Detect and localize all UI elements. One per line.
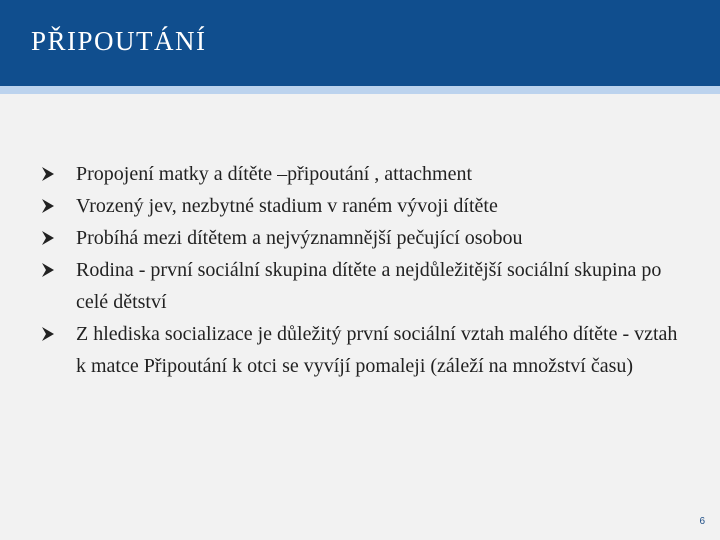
page-number: 6 xyxy=(699,516,705,527)
arrowhead-bullet-icon xyxy=(40,326,56,342)
bullet-text: Propojení matky a dítěte –připoutání , attachment xyxy=(76,163,473,185)
bullet-item xyxy=(40,158,680,190)
bullet-item xyxy=(40,222,680,254)
bullet-text: Z hlediska socializace je důležitý první sociální vztah malého dítěte - vztah k matce Připoutání k otci se vyvíjí pomaleji (záleží na množství času) xyxy=(76,323,678,377)
arrowhead-bullet-icon xyxy=(40,198,56,214)
slide-title: PŘIPOUTÁNÍ xyxy=(31,26,207,56)
bullet-item xyxy=(40,190,680,222)
bullet-text: Vrozený jev, nezbytné stadium v raném vývoji dítěte xyxy=(76,195,498,217)
arrowhead-bullet-icon xyxy=(40,230,56,246)
accent-strip xyxy=(0,86,720,94)
bullet-text: Probíhá mezi dítětem a nejvýznamnější pečující osobou xyxy=(76,227,523,249)
arrowhead-bullet-icon xyxy=(40,166,56,182)
bullet-text: Rodina - první sociální skupina dítěte a nejdůležitější sociální skupina po celé dětství xyxy=(76,259,662,313)
bullet-list xyxy=(40,158,680,382)
bullet-item xyxy=(40,318,680,382)
bullet-item xyxy=(40,254,680,318)
title-bar xyxy=(0,0,720,86)
arrowhead-bullet-icon xyxy=(40,262,56,278)
